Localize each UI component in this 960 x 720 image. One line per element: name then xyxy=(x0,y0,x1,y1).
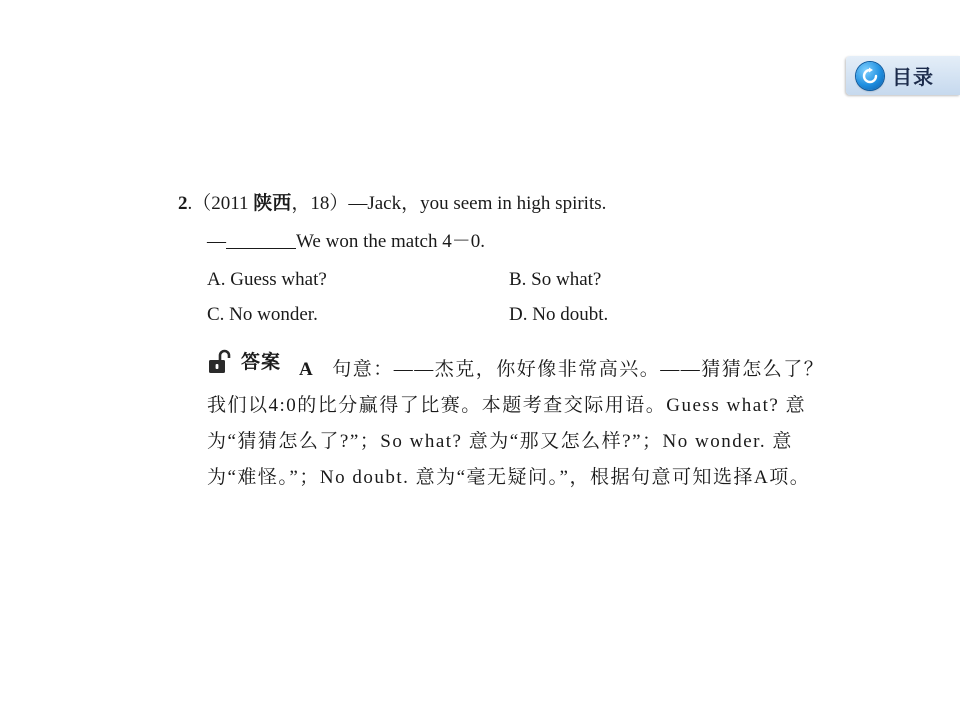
refresh-arrow-icon xyxy=(856,62,884,90)
question-number: 2 xyxy=(178,193,188,214)
answer-label: 答案 xyxy=(241,351,282,373)
unlocked-padlock-icon xyxy=(207,349,233,375)
question-source-province: 陕西 xyxy=(253,193,292,214)
answer-blank xyxy=(226,230,296,249)
reply-prefix: — xyxy=(207,231,226,252)
question-reply xyxy=(207,228,838,256)
option-d: D. No doubt. xyxy=(509,304,609,325)
reply-text: We won the match 4－0. xyxy=(296,231,485,252)
option-c: C. No wonder. xyxy=(207,304,318,325)
question-stem xyxy=(178,190,838,218)
options-list xyxy=(207,262,838,332)
question-source-rest: ，18） xyxy=(291,193,349,214)
question-prompt: —Jack，you seem in high spirits. xyxy=(348,193,607,214)
option-b: B. So what? xyxy=(509,269,602,290)
question-block xyxy=(178,190,838,496)
toc-button[interactable] xyxy=(846,56,960,95)
answer-explanation: 句意：——杰克，你好像非常高兴。——猜猜怎么了？我们以4:0的比分赢得了比赛。本题考查交际用语。Guess what? 意为“猜猜怎么了?”；So what? 意为“那又怎么样?”；No wonder. 意为“难怪。”；No doubt. 意为“毫无疑问。”，根据句意可知选择A项。 xyxy=(207,359,825,488)
answer-choice: A xyxy=(299,359,315,380)
option-a: A. Guess what? xyxy=(207,269,327,290)
toc-label: 目录 xyxy=(892,65,934,89)
answer-block xyxy=(207,344,827,496)
question-source-open: .（2011 xyxy=(187,193,254,214)
